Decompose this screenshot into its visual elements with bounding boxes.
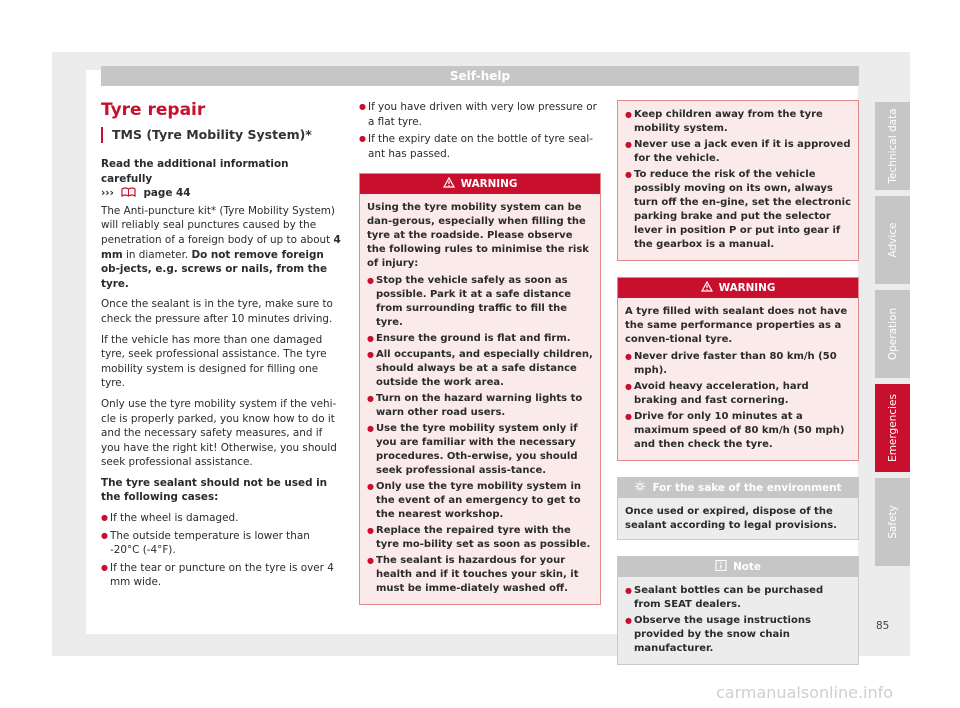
list-item: ● Ensure the ground is flat and firm. (367, 332, 593, 346)
cases-title-text: The tyre sealant should not be used in the following cases: (101, 476, 328, 504)
column-1 (101, 100, 341, 593)
read-more-page-link[interactable]: page 44 (143, 187, 191, 200)
read-more-label: Read the additional information carefully (101, 158, 289, 185)
environment-label: For the sake of the environment (652, 482, 842, 494)
list-item: ● Never drive faster than 80 km/h (50 mph). (625, 350, 851, 378)
list-item: ● Observe the usage instructions provided by the snow chain manufacturer. (625, 614, 851, 656)
column-2 (359, 100, 601, 621)
warning-header (360, 174, 600, 194)
list-item: ● If the wheel is damaged. (101, 511, 341, 526)
list-item: ● Avoid heavy acceleration, hard braking and fast cornering. (625, 380, 851, 408)
p1-instruction: Do not remove foreign ob-jects, e.g. screws or nails, from the tyre. (101, 248, 328, 290)
warning-triangle-icon (701, 281, 713, 292)
tab-technical-data[interactable] (875, 102, 910, 190)
warning-box-continued (617, 100, 859, 261)
list-item: ● Never use a jack even if it is approved for the vehicle. (625, 138, 851, 166)
note-box (617, 556, 859, 665)
leaf-icon (634, 481, 646, 492)
tab-label: Technical data (886, 108, 899, 184)
warning-box-2 (617, 277, 859, 461)
warning-label: WARNING (460, 178, 518, 191)
warning-triangle-icon (443, 177, 455, 188)
list-item: ● Sealant bottles can be purchased from SEAT dealers. (625, 584, 851, 612)
list-item: ● If you have driven with very low pressure or a flat tyre. (359, 100, 601, 129)
note-label: Note (733, 561, 761, 573)
list-item: ● The outside temperature is lower than -20°C (-4°F). (101, 529, 341, 558)
warning-body-2 (618, 298, 858, 460)
tab-label: Advice (886, 222, 899, 258)
page-number: 85 (876, 620, 890, 632)
watermark: carmanualsonline.info (716, 683, 894, 702)
list-item: ● Keep children away from the tyre mobility system. (625, 108, 851, 136)
warning-body (360, 194, 600, 604)
warning-intro: A tyre filled with sealant does not have the same performance properties as a conven-tional tyre. (625, 306, 848, 345)
list-item: ● Drive for only 10 minutes at a maximum speed of 80 km/h (50 mph) and then check the tyre. (625, 410, 851, 452)
paragraph-1 (101, 204, 341, 292)
tab-safety[interactable] (875, 478, 910, 566)
cases-title (101, 476, 341, 505)
warning-box (359, 173, 601, 605)
book-icon (121, 187, 136, 197)
p1-size: 4 mm (101, 233, 341, 261)
p1-text-2: in diameter. (122, 248, 192, 261)
read-more-arrow: ››› (101, 187, 114, 200)
section-header: Self-help (101, 66, 859, 86)
warning-body-continued (618, 101, 858, 260)
list-item: ● The sealant is hazardous for your health and if it touches your skin, it must be imme-diately washed off. (367, 554, 593, 596)
paragraph-2: Once the sealant is in the tyre, make sure to check the pressure after 10 minutes driving. (101, 298, 333, 325)
list-item: ● If the tear or puncture on the tyre is over 4 mm wide. (101, 561, 341, 590)
note-header (618, 557, 858, 577)
environment-body: Once used or expired, dispose of the sealant according to legal provisions. (625, 506, 837, 531)
tab-advice[interactable] (875, 196, 910, 284)
tab-emergencies[interactable] (875, 384, 910, 472)
warning-label: WARNING (718, 282, 776, 294)
list-item: ● Stop the vehicle safely as soon as possible. Park it at a safe distance from surrounding traffic to fill the tyre. (367, 274, 593, 330)
environment-box (617, 477, 859, 540)
warning-header-2 (618, 278, 858, 298)
list-item: ● To reduce the risk of the vehicle possibly moving on its own, always turn off the en-gine, set the electronic parking brake and put the selector lever in position P or put into gear if the gearbox is a manual. (625, 168, 851, 252)
paragraph-4: Only use the tyre mobility system if the vehi-cle is properly parked, you know how to do it and the necessary safety measures, and if you have the right kit! Otherwise, you should seek professional assistance. (101, 397, 337, 469)
list-item: ● Replace the repaired tyre with the tyre mo-bility set as soon as possible. (367, 524, 593, 552)
paragraph-3: If the vehicle has more than one damaged tyre, seek professional assistance. The tyre mobility system is designed for filling one tyre. (101, 333, 327, 390)
tab-operation[interactable] (875, 290, 910, 378)
list-item: ● Turn on the hazard warning lights to warn other road users. (367, 392, 593, 420)
page-subtitle: TMS (Tyre Mobility System)* (101, 127, 341, 143)
warning-intro: Using the tyre mobility system can be dan-gerous, especially when filling the tyre at the roadside. Please observe the following rules to minimise the risk of injury: (367, 202, 589, 270)
environment-header (618, 478, 858, 498)
list-item: ● Use the tyre mobility system only if you are familiar with the necessary procedures. Oth-erwise, you should seek professional assis-tance. (367, 422, 593, 478)
tab-label: Safety (886, 505, 899, 539)
info-icon (715, 560, 727, 571)
page-title: Tyre repair (101, 100, 206, 120)
tab-label: Operation (886, 307, 899, 361)
read-more (101, 157, 341, 201)
column-3 (617, 100, 859, 681)
list-item: ● All occupants, and especially children, should always be at a safe distance outside the work area. (367, 348, 593, 390)
section-tabs (875, 102, 910, 572)
p1-text: The Anti-puncture kit* (Tyre Mobility System) will reliably seal punctures caused by the penetration of a foreign body of up to about (101, 204, 335, 246)
list-item: ● Only use the tyre mobility system in the event of an emergency to get to the nearest workshop. (367, 480, 593, 522)
tab-label: Emergencies (886, 394, 899, 462)
note-body (618, 577, 858, 664)
list-item: ● If the expiry date on the bottle of tyre seal-ant has passed. (359, 132, 601, 161)
